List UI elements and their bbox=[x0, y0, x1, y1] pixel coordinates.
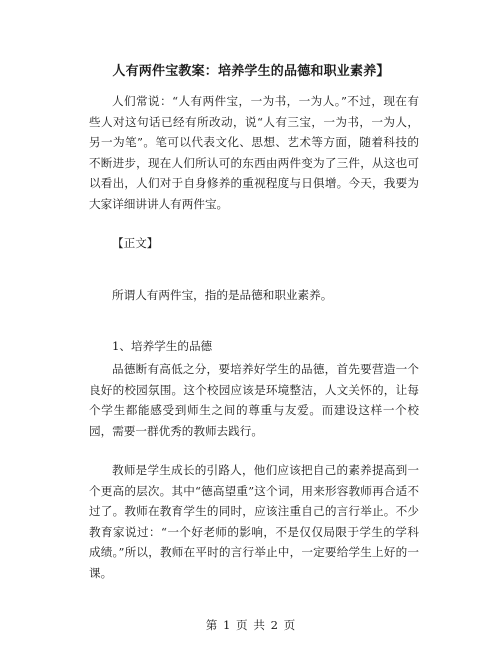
moral-paragraph: 品德断有高低之分，要培养好学生的品德，首先要营造一个良好的校园氛围。这个校园应该是环境整洁，人文关怀的，让每个学生都能感受到师生之间的尊重与友爱。而建设这样一个校园，需要一群优秀的教师去践行。 bbox=[89, 362, 419, 438]
teacher-paragraph: 教师是学生成长的引路人，他们应该把自己的素养提高到一个更高的层次。其中“德高望重”这个词，用来形容教师再合适不过了。教师在教育学生的同时，应该注重自己的言行举止。不少教育家说过：“一个好老师的影响，不是仅仅局限于学生的学科成绩。”所以，教师在平时的言行举止中，一定要给学生上好的一课。 bbox=[89, 463, 419, 580]
section-heading-moral: 1、培养学生的品德 bbox=[112, 339, 213, 353]
section-label-zhengwen: 【正文】 bbox=[112, 236, 159, 250]
intro-paragraph: 人们常说：“人有两件宝，一为书，一为人。”不过，现在有些人对这句话已经有所改动，说“人有三宝，一为书，一为人，另一为笔”。笔可以代表文化、思想、艺术等方面，随着科技的不断进步，现在人们所认可的东西由两件变为了三件，从这也可以看出，人们对于自身修养的重视程度与日俱增。今天，我要为大家详细讲讲人有两件宝。 bbox=[89, 94, 419, 211]
document-title: 人有两件宝教案：培养学生的品德和职业素养】 bbox=[112, 64, 390, 79]
page-number-footer: 第 1 页 共 2 页 bbox=[205, 618, 297, 632]
definition-paragraph: 所谓人有两件宝，指的是品德和职业素养。 bbox=[112, 288, 333, 302]
